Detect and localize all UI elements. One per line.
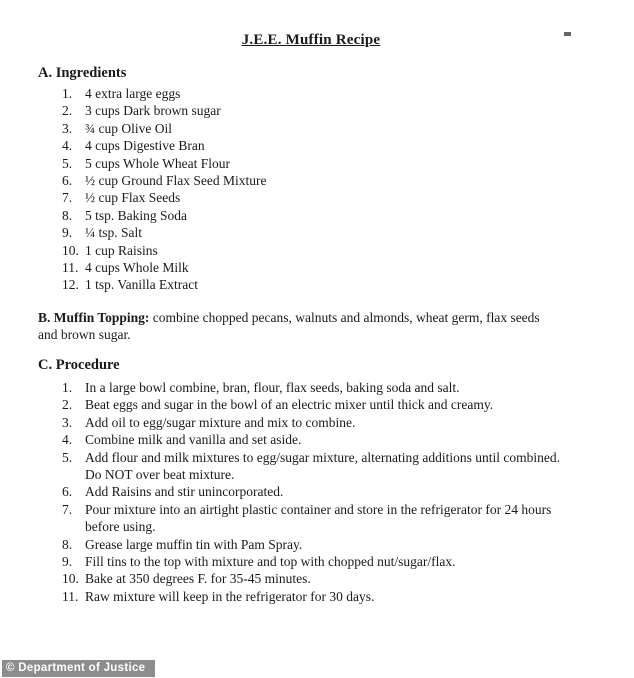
topping-paragraph xyxy=(38,309,545,344)
procedure-step xyxy=(38,379,584,396)
procedure-heading: C. Procedure xyxy=(38,356,120,373)
item-text: 3 cups Dark brown sugar xyxy=(85,103,221,119)
step-text: Add Raisins and stir unincorporated. xyxy=(85,484,284,500)
item-number: 5. xyxy=(62,155,73,171)
step-text: Fill tins to the top with mixture and top with chopped nut/sugar/flax. xyxy=(85,553,456,569)
procedure-step xyxy=(38,431,584,448)
item-text: ¼ tsp. Salt xyxy=(85,225,143,241)
procedure-step xyxy=(38,396,584,413)
document-page xyxy=(0,32,634,678)
item-text: 4 cups Digestive Bran xyxy=(85,138,205,154)
step-text: Bake at 350 degrees F. for 35-45 minutes. xyxy=(85,571,311,587)
item-number: 8. xyxy=(62,207,73,223)
ingredient-item xyxy=(38,172,584,189)
stray-mark xyxy=(564,32,571,36)
step-number: 8. xyxy=(62,536,73,552)
ingredient-item xyxy=(38,137,584,154)
ingredient-item xyxy=(38,276,584,293)
document-body xyxy=(0,32,634,605)
step-number: 6. xyxy=(62,484,73,500)
watermark-badge: © Department of Justice xyxy=(2,660,155,677)
ingredient-item xyxy=(38,242,584,259)
ingredient-item xyxy=(38,102,584,119)
item-number: 9. xyxy=(62,225,73,241)
item-number: 11. xyxy=(62,260,79,276)
item-text: ½ cup Ground Flax Seed Mixture xyxy=(85,173,267,189)
item-text: 5 cups Whole Wheat Flour xyxy=(85,155,230,171)
item-number: 2. xyxy=(62,103,73,119)
step-text: Raw mixture will keep in the refrigerator for 30 days. xyxy=(85,588,375,604)
ingredient-item xyxy=(38,85,584,102)
item-number: 10. xyxy=(62,242,79,258)
step-text: Combine milk and vanilla and set aside. xyxy=(85,432,302,448)
item-text: 1 cup Raisins xyxy=(85,242,158,258)
step-text: Grease large muffin tin with Pam Spray. xyxy=(85,536,303,552)
item-text: 4 extra large eggs xyxy=(85,86,181,101)
step-text: Beat eggs and sugar in the bowl of an electric mixer until thick and creamy. xyxy=(85,397,494,413)
procedure-step xyxy=(38,501,584,536)
item-number: 12. xyxy=(62,277,79,293)
step-text: Pour mixture into an airtight plastic container and store in the refrigerator for 24 hours before using. xyxy=(85,501,552,535)
step-number: 2. xyxy=(62,397,73,413)
ingredients-heading: A. Ingredients xyxy=(38,65,127,81)
topping-heading: B. Muffin Topping: xyxy=(38,309,150,325)
procedure-step xyxy=(38,449,584,484)
step-text: Add oil to egg/sugar mixture and mix to combine. xyxy=(85,414,356,430)
item-number: 3. xyxy=(62,120,73,136)
procedure-step xyxy=(38,536,584,553)
item-number: 4. xyxy=(62,138,73,154)
step-number: 7. xyxy=(62,501,73,517)
item-text: ¾ cup Olive Oil xyxy=(85,120,172,136)
step-number: 4. xyxy=(62,432,73,448)
step-number: 1. xyxy=(62,379,73,395)
ingredient-item xyxy=(38,155,584,172)
item-number: 6. xyxy=(62,173,73,189)
procedure-list xyxy=(38,379,584,605)
ingredient-item xyxy=(38,120,584,137)
item-text: 1 tsp. Vanilla Extract xyxy=(85,277,198,293)
procedure-step xyxy=(38,588,584,605)
ingredient-item xyxy=(38,259,584,276)
ingredients-list xyxy=(38,85,584,294)
step-number: 11. xyxy=(62,588,79,604)
step-text: Add flour and milk mixtures to egg/sugar mixture, alternating additions until combined. Do NOT over beat mixture. xyxy=(85,449,561,482)
step-number: 3. xyxy=(62,414,73,430)
item-number: 1. xyxy=(62,86,73,101)
step-number: 5. xyxy=(62,449,73,465)
item-text: 4 cups Whole Milk xyxy=(85,260,189,276)
procedure-step xyxy=(38,570,584,587)
item-number: 7. xyxy=(62,190,73,206)
ingredient-item xyxy=(38,207,584,224)
document-title: J.E.E. Muffin Recipe xyxy=(241,32,381,48)
topping-text: combine chopped pecans, walnuts and almonds, wheat germ, flax seeds and brown sugar. xyxy=(38,309,540,343)
step-number: 10. xyxy=(62,571,79,587)
procedure-step xyxy=(38,414,584,431)
item-text: ½ cup Flax Seeds xyxy=(85,190,181,206)
item-text: 5 tsp. Baking Soda xyxy=(85,207,188,223)
ingredient-item xyxy=(38,189,584,206)
step-text: In a large bowl combine, bran, flour, flax seeds, baking soda and salt. xyxy=(85,379,460,395)
procedure-step xyxy=(38,553,584,570)
step-number: 9. xyxy=(62,553,73,569)
ingredient-item xyxy=(38,224,584,241)
procedure-step xyxy=(38,483,584,500)
